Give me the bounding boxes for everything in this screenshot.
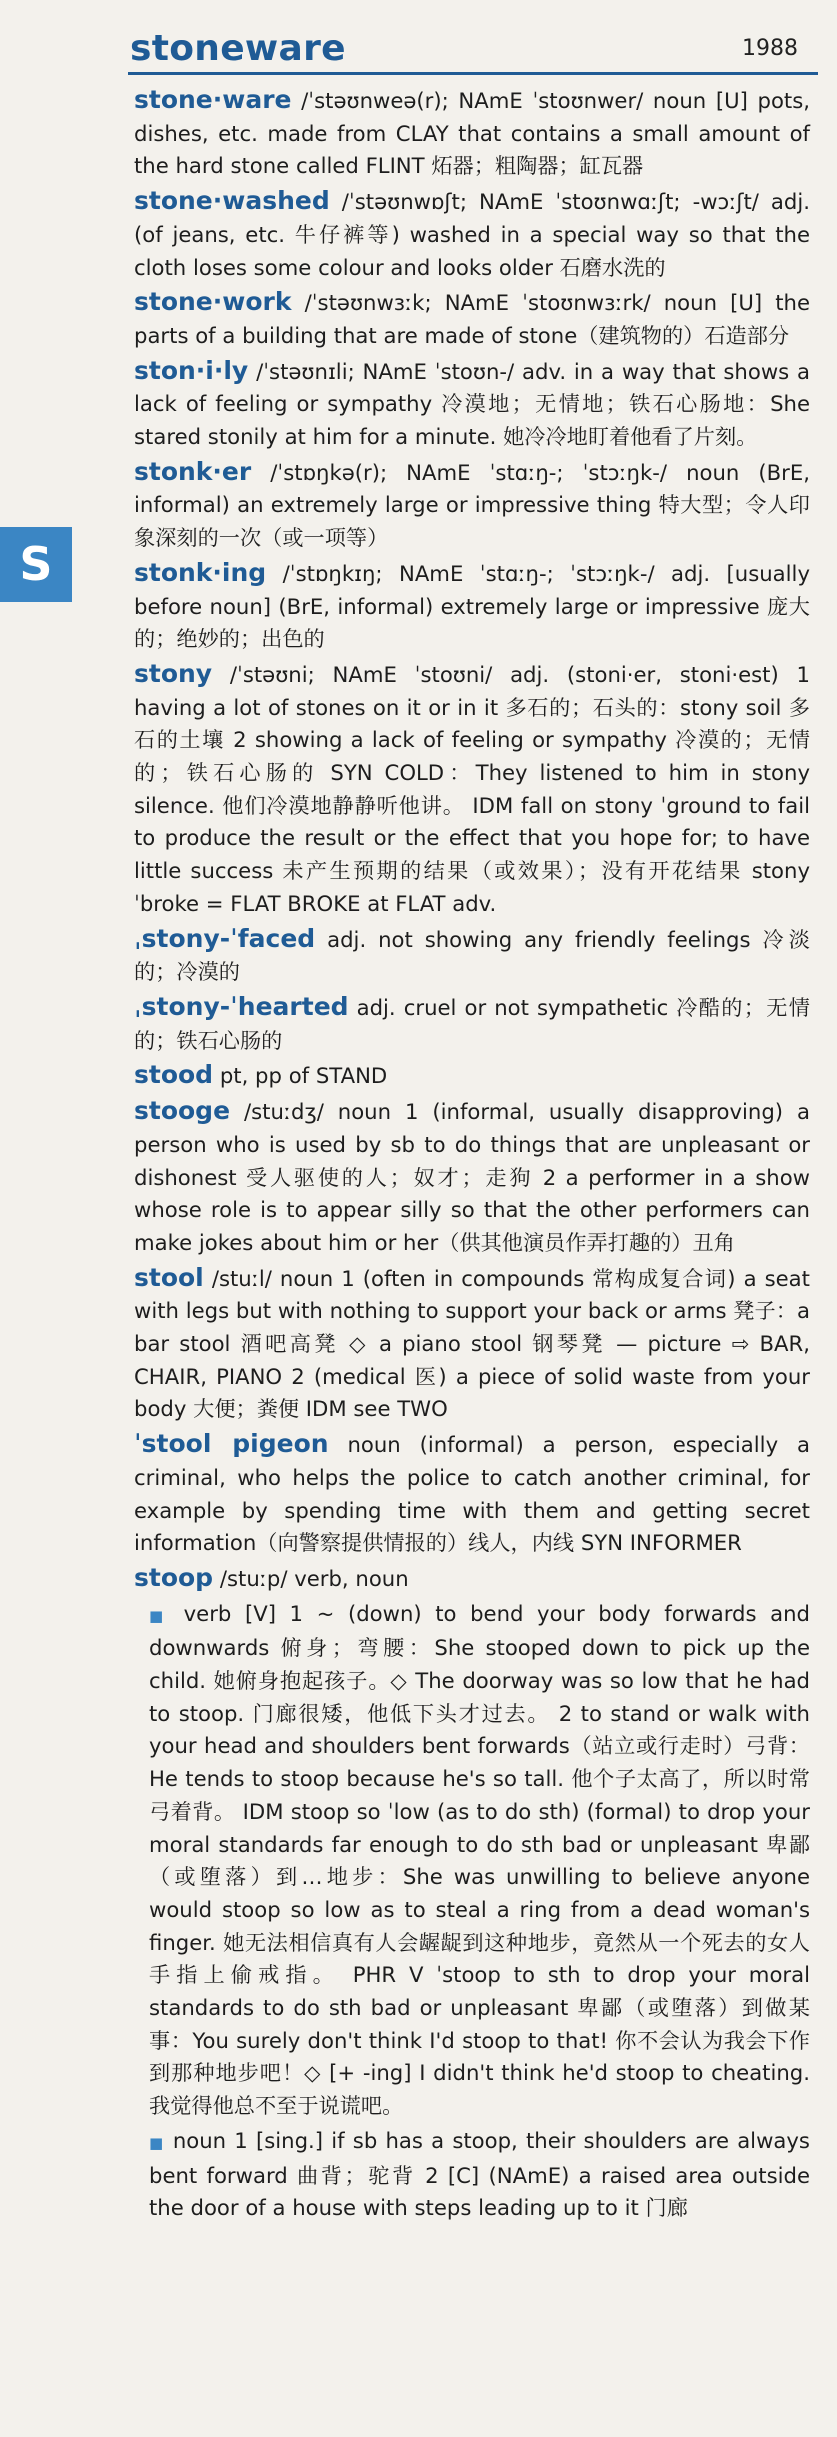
headword: ˌstony-ˈfaced: [134, 923, 316, 953]
entry-text: /stuːdʒ/ noun 1 (informal, usually disapproving) a person who is used by sb to do things that are unpleasant or dishonest 受人驱使的人；奴才；走狗 2 a performer in a show whose role is to appear silly so that the other performers can make jokes about him or her（供其他演员作弄打趣的）丑角: [134, 1099, 810, 1255]
stoop-noun-sense: [134, 2125, 810, 2225]
headword: stony: [134, 658, 213, 688]
thumb-index-tab[interactable]: S: [0, 527, 72, 602]
running-head: [128, 28, 818, 69]
entry-text: /stuːl/ noun 1 (often in compounds 常构成复合词) a seat with legs but with nothing to support your back or arms 凳子：a bar stool 酒吧高凳 ◇ a piano stool 钢琴凳 — picture ⇨ BAR, CHAIR, PIANO 2 (medical 医) a piece of solid waste from your body 大便；粪便 IDM see TWO: [134, 1265, 810, 1422]
entry-text: /stuːp/ verb, noun: [219, 1565, 409, 1591]
entry-text: pt, pp of STAND: [219, 1063, 388, 1089]
headword: stonk·ing: [134, 557, 267, 587]
square-bullet-icon: ■: [149, 2133, 165, 2152]
headword: stooge: [134, 1096, 231, 1126]
entry-stonework: [134, 286, 810, 352]
entry-text: /ˈstɒŋkə(r); NAmE ˈstɑːŋ-; ˈstɔːŋk-/ noun (BrE, informal) an extremely large or impressive thing 特大型；令人印象深刻的一次（或一项等）: [134, 459, 810, 551]
entry-stooge: [134, 1095, 810, 1260]
headword: ˌstony-ˈhearted: [134, 991, 349, 1021]
header-rule: [128, 72, 818, 75]
entries-column: [134, 84, 810, 2227]
entry-stonily: [134, 355, 810, 454]
headword: stone·work: [134, 287, 292, 317]
entry-text: /ˈstəʊnɪli; NAmE ˈstoʊn-/ adv. in a way that shows a lack of feeling or sympathy 冷漠地；无情地；铁石心肠地：She stared stonily at him for a minute. 她冷冷地盯着他看了片刻。: [134, 358, 810, 450]
entry-text: /ˈstɒŋkɪŋ; NAmE ˈstɑːŋ-; ˈstɔːŋk-/ adj. [usually before noun] (BrE, informal) extremely large or impressive 庞大的；绝妙的；出色的: [134, 560, 810, 652]
entry-stonking: [134, 557, 810, 656]
entry-stood: [134, 1059, 810, 1093]
sense-text: verb [V] 1 ~ (down) to bend your body forwards and downwards 俯身；弯腰：She stooped down to pick up the child. 她俯身抱起孩子。◇ The doorway was so low that he had to stoop. 门廊很矮，他低下头才过去。 2 to stand or walk with your head and shoulders bent forwards（站立或行走时）弓背：He tends to stoop because he's so tall. 他个子太高了，所以时常弓着背。 IDM stoop so ˈlow (as to do sth) (formal) to drop your moral standards far enough to do sth bad or unpleasant 卑鄙（或堕落）到…地步：She was unwilling to believe anyone would stoop so low as to steal a ring from a dead woman's finger. 她无法相信真有人会龌龊到这种地步，竟然从一个死去的女人手指上偷戒指。 PHR V ˈstoop to sth to drop your moral standards to do sth bad or unpleasant 卑鄙（或堕落）到做某事：You surely don't think I'd stoop to that! 你不会认为我会下作到那种地步吧！◇ [+ -ing] I didn't think he'd stoop to cheating. 我觉得他总不至于说谎吧。: [149, 1600, 810, 2119]
square-bullet-icon: ■: [149, 1606, 171, 1625]
entry-text: /ˈstəʊnwɜːk; NAmE ˈstoʊnwɜːrk/ noun [U] the parts of a building that are made of stone（建筑物的）石造部分: [134, 290, 810, 348]
entry-text: /ˈstəʊnwɒʃt; NAmE ˈstoʊnwɑːʃt; -wɔːʃt/ adj. (of jeans, etc. 牛仔裤等) washed in a special way so that the cloth loses some colour and looks older 石磨水洗的: [134, 189, 810, 280]
entry-stony-faced: [134, 923, 810, 989]
entry-stoneware: [134, 84, 810, 183]
entry-text: adj. cruel or not sympathetic 冷酷的；无情的；铁石心肠的: [134, 994, 810, 1053]
entry-stool: [134, 1262, 810, 1427]
headword: ˈstool pigeon: [134, 1429, 329, 1459]
stoop-verb-sense: [134, 1598, 810, 2123]
headword: stood: [134, 1060, 214, 1090]
headword: stoop: [134, 1562, 214, 1592]
entry-stony-hearted: [134, 991, 810, 1057]
sense-text: noun 1 [sing.] if sb has a stoop, their shoulders are always bent forward 曲背；驼背 2 [C] (NAmE) a raised area outside the door of a house with steps leading up to it 门廊: [149, 2127, 810, 2221]
entry-text: adj. not showing any friendly feelings 冷淡的；冷漠的: [134, 926, 810, 985]
headword: stool: [134, 1262, 204, 1292]
entry-stonker: [134, 456, 810, 555]
headword: stone·ware: [134, 85, 292, 114]
headword: stone·washed: [134, 186, 330, 216]
entry-text: /ˈstəʊni; NAmE ˈstoʊni/ adj. (stoni·er, stoni·est) 1 having a lot of stones on it or in it 多石的；石头的：stony soil 多石的土壤 2 showing a lack of feeling or sympathy 冷漠的；无情的；铁石心肠的 SYN COLD：They listened to him in stony silence. 他们冷漠地静静听他讲。 IDM fall on stony ˈground to fail to produce the result or the effect that you hope for; to have little success 未产生预期的结果（或效果）；没有开花结果 stony ˈbroke = FLAT BROKE at FLAT adv.: [134, 661, 810, 916]
entry-text: noun (informal) a person, especially a criminal, who helps the police to catch another criminal, for example by spending time with them and getting secret information（向警察提供情报的）线人，内线 SYN INFORMER: [134, 1432, 810, 1556]
headword: ston·i·ly: [134, 355, 249, 385]
running-head-word: stoneware: [130, 28, 346, 69]
page-number: 1988: [742, 36, 798, 61]
headword: stonk·er: [134, 456, 252, 486]
entry-stool-pigeon: [134, 1428, 810, 1560]
entry-stonewashed: [134, 185, 810, 284]
entry-text: /ˈstəʊnweə(r); NAmE ˈstoʊnwer/ noun [U] pots, dishes, etc. made from CLAY that contains a small amount of the hard stone called FLINT 炻器；粗陶器；缸瓦器: [134, 88, 810, 179]
entry-stony: [134, 658, 810, 921]
entry-stoop: [134, 1562, 810, 1596]
